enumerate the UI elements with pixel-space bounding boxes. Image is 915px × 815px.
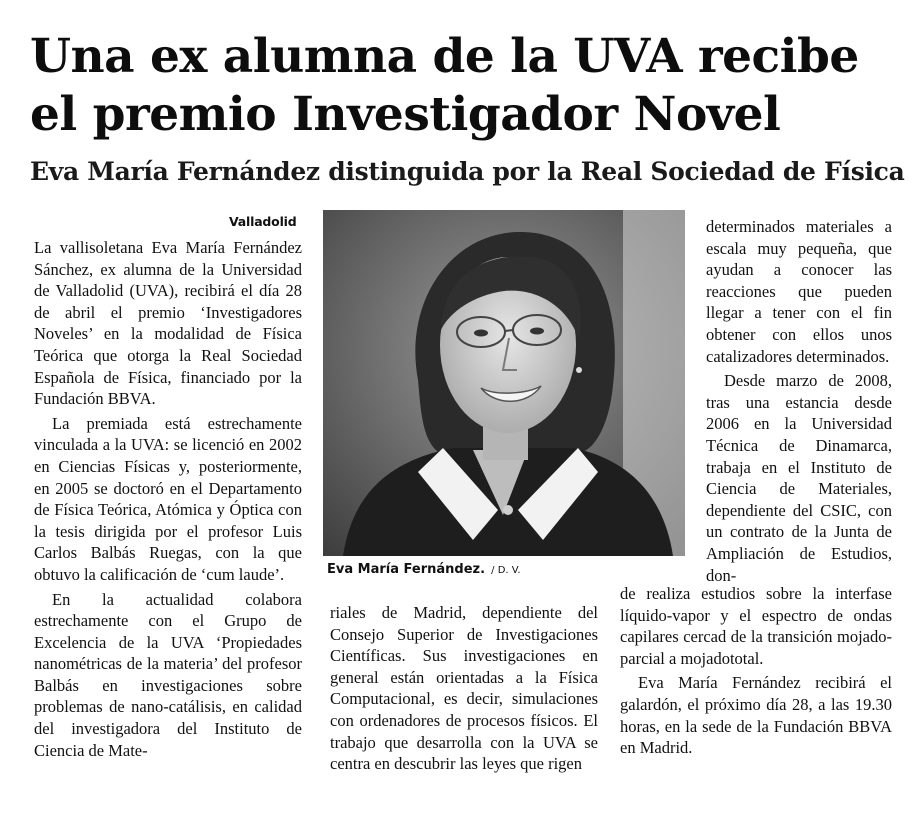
article-paragraph: determinados materiales a escala muy pequeña, que ayudan a conocer las reacciones que pueden llegar a tener con el fin obtener con ellos unos catalizadores determinados. [706,217,892,366]
article-paragraph: En la actualidad colabora estrechamente con el Grupo de Excelencia de la UVA ‘Propiedades nanométricas de la materia’ del profesor Balbás en investigaciones sobre problemas de nano-catálisis, en calidad del investigadora del Instituto de Ciencia de Mate- [34,589,302,760]
article-column-1 [34,237,302,761]
subheadline: Eva María Fernández distinguida por la Real Sociedad de Física [30,157,905,186]
article-paragraph: Eva María Fernández recibirá el galardón, el próximo día 28, a las 19.30 horas, en la sede de la Fundación BBVA en Madrid. [620,673,892,758]
headline-line-2: el premio Investigador Novel [30,87,781,142]
photo-caption [327,562,521,577]
article-paragraph: Desde marzo de 2008, tras una estancia desde 2006 en la Universidad Técnica de Dinamarca, trabaja en el Instituto de Ciencia de Materiales, dependiente del CSIC, con un contrato de la Junta de Ampliación de Estudios, don- [706,371,892,585]
portrait-illustration [323,210,685,556]
caption-name: Eva María Fernández. [327,562,486,577]
article-photo [323,210,685,556]
article-paragraph: de realiza estudios sobre la interfase líquido-vapor y el espectro de ondas capilares cercad de la transición mojado-parcial a mojadototal. [620,584,892,668]
article-paragraph: La premiada está estrechamente vinculada a la UVA: se licenció en 2002 en Ciencias Físicas y, posteriormente, en 2005 se doctoró en el Departamento de Física Teórica, Atómica y Óptica con la tesis dirigida por el profesor Luis Carlos Balbás Ruegas, con la que obtuvo la calificación de ‘cum laude’. [34,413,302,584]
article-column-3-top [706,216,892,586]
caption-credit: / D. V. [491,565,521,576]
article-paragraph: La vallisoletana Eva María Fernández Sánchez, ex alumna de la Universidad de Valladolid (UVA), recibirá el día 28 de abril el premio ‘Investigadores Noveles’ en la modalidad de Física Teórica que otorga la Real Sociedad Española de Física, financiado por la Fundación BBVA. [34,238,302,409]
headline [30,28,900,144]
article-column-3-bottom [620,583,892,759]
article-paragraph: riales de Madrid, dependiente del Consejo Superior de Investigaciones Científicas. Sus investigaciones en general están orientadas a la Física Computacional, es decir, simulaciones con ordenadores de procesos físicos. El trabajo que desarrolla con la UVA se centra en descubrir las leyes que rigen [330,603,598,774]
article-column-2 [330,602,598,775]
dateline: Valladolid [229,214,297,229]
headline-line-1: Una ex alumna de la UVA recibe [30,29,859,84]
